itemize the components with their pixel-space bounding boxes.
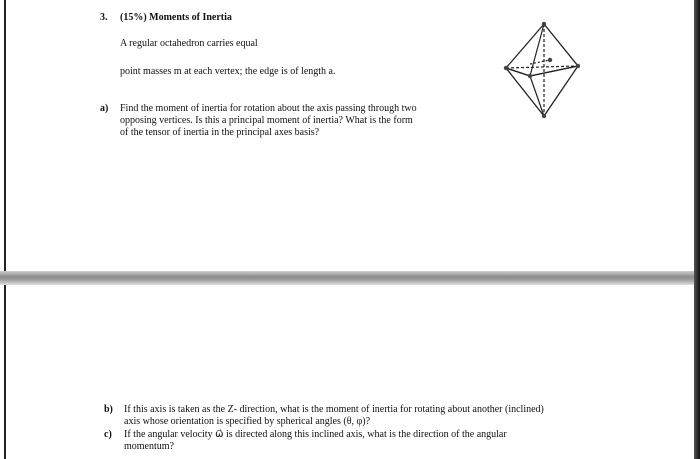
part-c-text: [124, 429, 507, 453]
part-a-text: [120, 103, 417, 139]
part-b-line: axis whose orientation is specified by spherical angles (θ, φ)?: [124, 416, 371, 427]
page-left-border-bottom: [4, 285, 6, 459]
problem-intro-line-2: point masses m at each vertex; the edge is of length a.: [120, 66, 336, 77]
problem-title: (15%) Moments of Inertia: [120, 12, 232, 23]
octahedron-svg: [500, 20, 580, 120]
part-b-text: [124, 404, 544, 428]
octahedron-diagram-icon: [500, 20, 580, 120]
part-c-line: momentum?: [124, 441, 174, 452]
part-b-line: If this axis is taken as the Z- direction, what is the moment of inertia for rotating about another (inclined): [124, 404, 544, 415]
part-a-line: opposing vertices. Is this a principal moment of inertia? What is the form: [120, 115, 413, 126]
part-c-line: If the angular velocity ω⃗ is directed along this inclined axis, what is the direction of the angular: [124, 429, 507, 440]
part-a-label: a): [100, 103, 109, 114]
part-a-line: of the tensor of inertia in the principal axes basis?: [120, 127, 320, 138]
page-gutter: [0, 271, 694, 285]
page-right-edge: [694, 0, 700, 459]
part-c-label: c): [104, 429, 112, 440]
page-left-border: [4, 0, 6, 271]
part-a-line: Find the moment of inertia for rotation about the axis passing through two: [120, 103, 417, 114]
part-b-label: b): [104, 404, 113, 415]
problem-intro-line-1: A regular octahedron carries equal: [120, 38, 258, 49]
problem-number: 3.: [100, 12, 108, 23]
